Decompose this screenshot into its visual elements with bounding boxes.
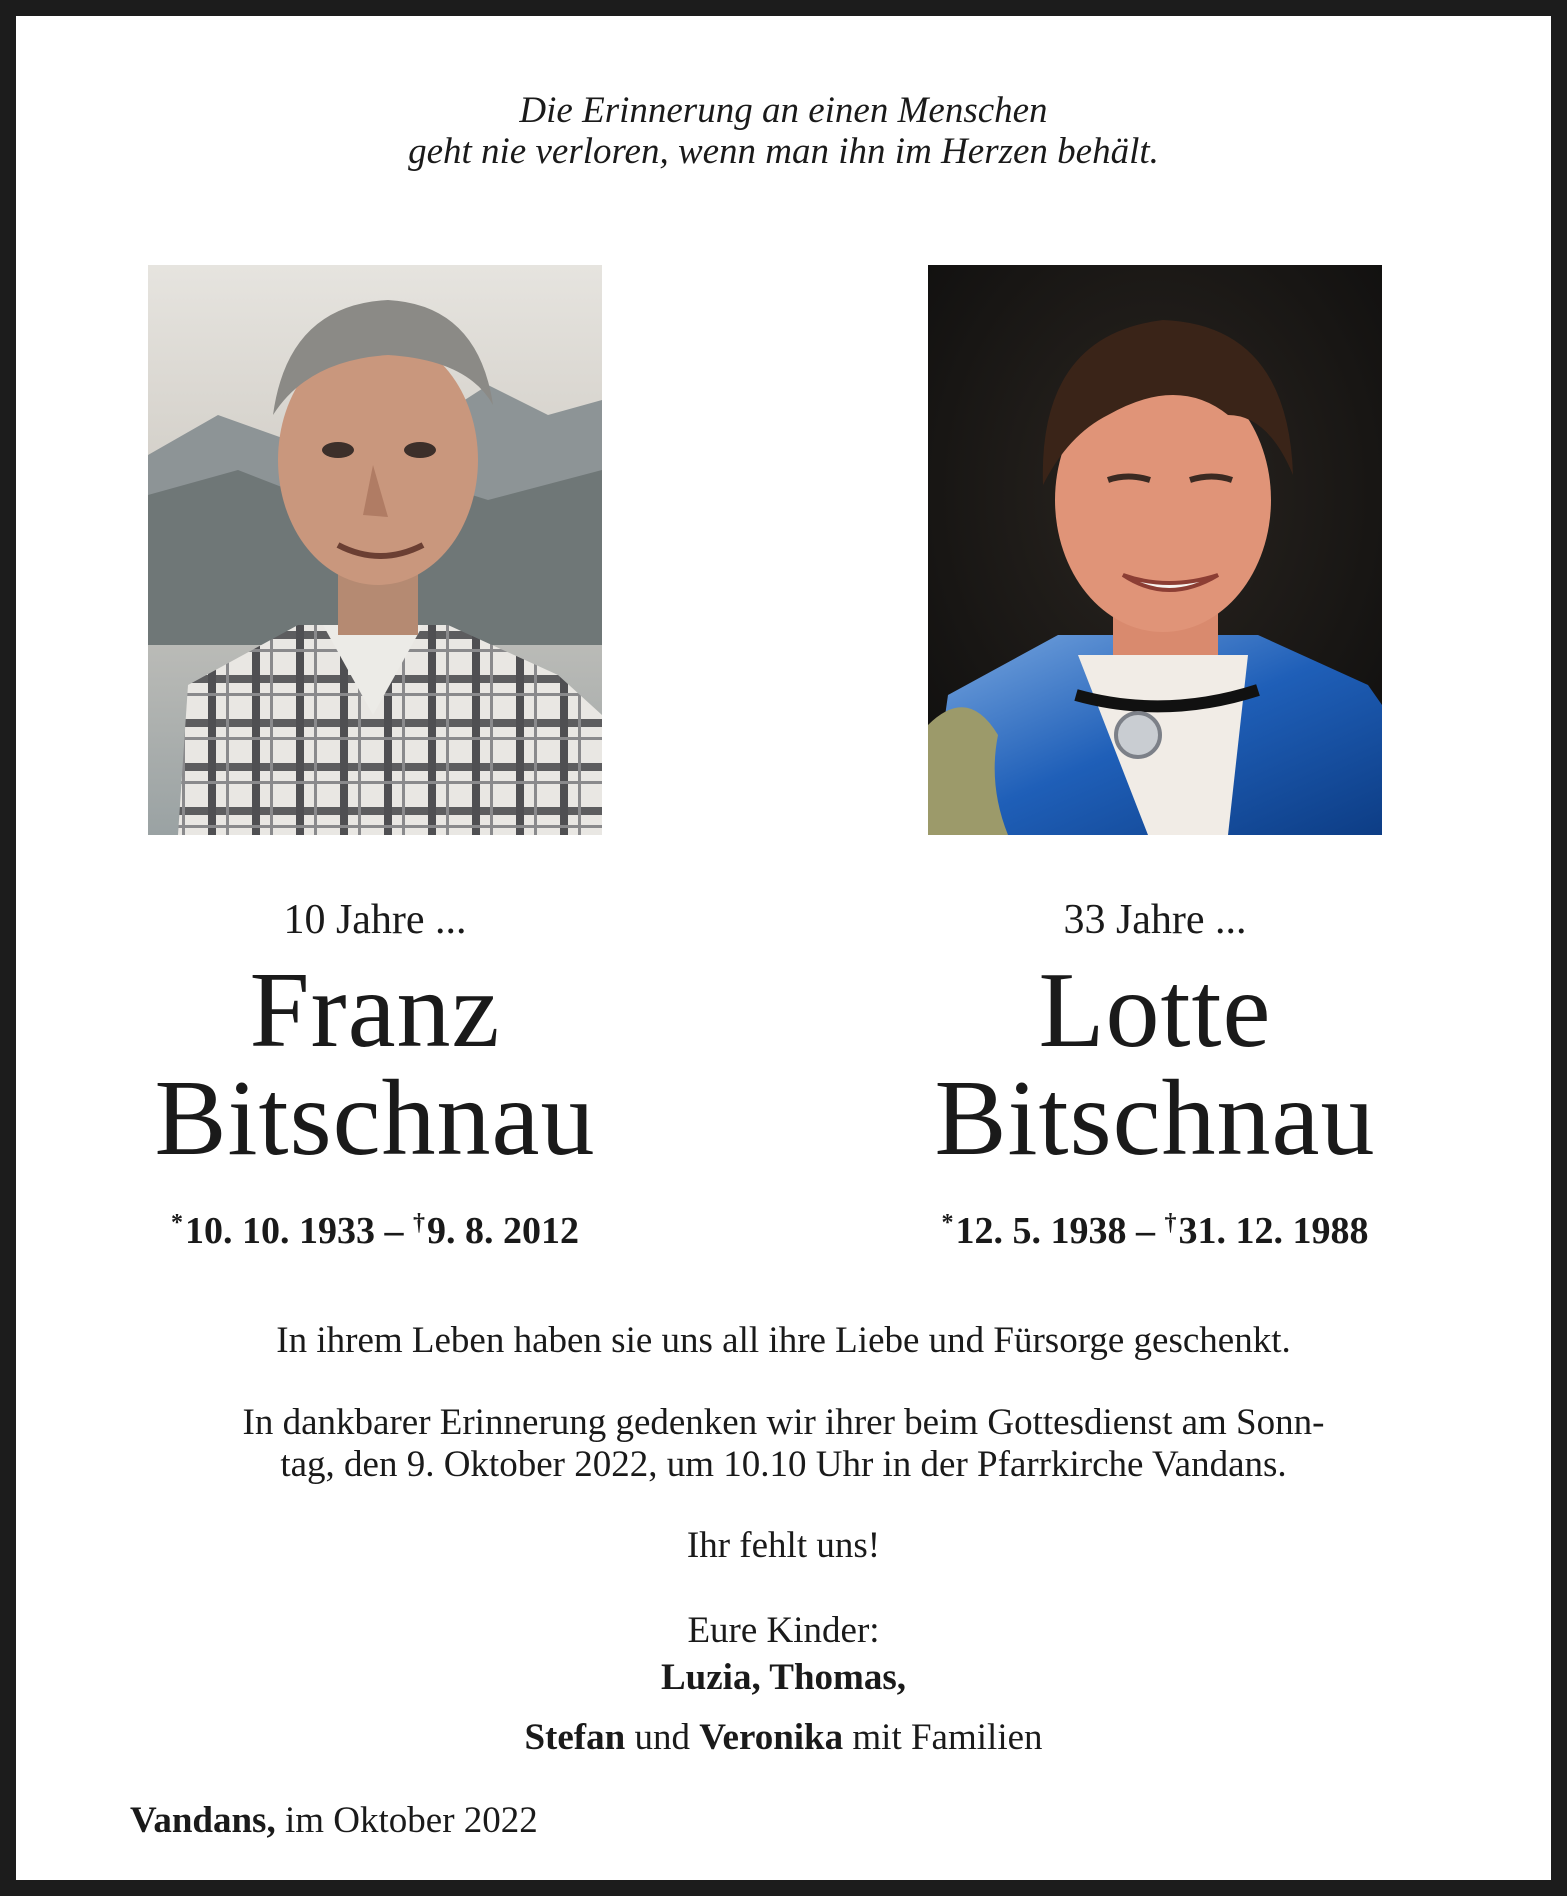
word-und: und: [625, 1717, 700, 1758]
word-families: mit Familien: [843, 1717, 1043, 1758]
birth-date: 12. 5. 1938: [955, 1210, 1127, 1252]
place-date-line: [130, 1800, 538, 1842]
first-name: Franz: [249, 951, 501, 1070]
date-dash: –: [375, 1210, 413, 1252]
anniversary-years: 33 Jahre ...: [1063, 897, 1247, 943]
closing-date: im Oktober 2022: [275, 1800, 538, 1841]
person-lotte: [875, 895, 1435, 1253]
anniversary-years: 10 Jahre ...: [283, 897, 467, 943]
love-paragraph: In ihrem Leben haben sie uns all ihre Liebe und Fürsorge geschenkt.: [276, 1320, 1291, 1361]
children-names-line-1: Luzia, Thomas,: [660, 1657, 907, 1698]
memorial-quote: [0, 90, 1567, 172]
birth-symbol: *: [941, 1210, 954, 1236]
first-name: Lotte: [1038, 951, 1272, 1070]
children-intro: Eure Kinder:: [687, 1610, 880, 1651]
service-line-1: In dankbarer Erinnerung gedenken wir ihrer beim Gottesdienst am Sonn-: [242, 1402, 1325, 1443]
death-date: 31. 12. 1988: [1178, 1210, 1369, 1252]
children-names-line-2: [0, 1717, 1567, 1759]
last-name: Bitschnau: [154, 1059, 596, 1178]
birth-date: 10. 10. 1933: [185, 1210, 375, 1252]
portrait-lotte: [928, 265, 1382, 835]
death-symbol: †: [1164, 1210, 1177, 1236]
person-franz: [95, 895, 655, 1253]
child-name-stefan: Stefan: [524, 1717, 626, 1758]
last-name: Bitschnau: [934, 1059, 1376, 1178]
date-dash: –: [1126, 1210, 1165, 1252]
place-name: Vandans,: [130, 1800, 276, 1841]
life-dates: [95, 1201, 655, 1253]
service-paragraph: [0, 1402, 1567, 1486]
death-date: 9. 8. 2012: [427, 1210, 579, 1252]
portrait-franz: [148, 265, 602, 835]
child-name-veronika: Veronika: [699, 1717, 844, 1758]
life-dates: [875, 1201, 1435, 1253]
miss-you-line: Ihr fehlt uns!: [686, 1525, 881, 1566]
service-line-2: tag, den 9. Oktober 2022, um 10.10 Uhr in der Pfarrkirche Vandans.: [280, 1444, 1287, 1485]
death-symbol: †: [413, 1210, 425, 1236]
birth-symbol: *: [171, 1210, 183, 1236]
quote-line-2: geht nie verloren, wenn man ihn im Herzen behält.: [408, 131, 1159, 172]
quote-line-1: Die Erinnerung an einen Menschen: [519, 90, 1048, 131]
